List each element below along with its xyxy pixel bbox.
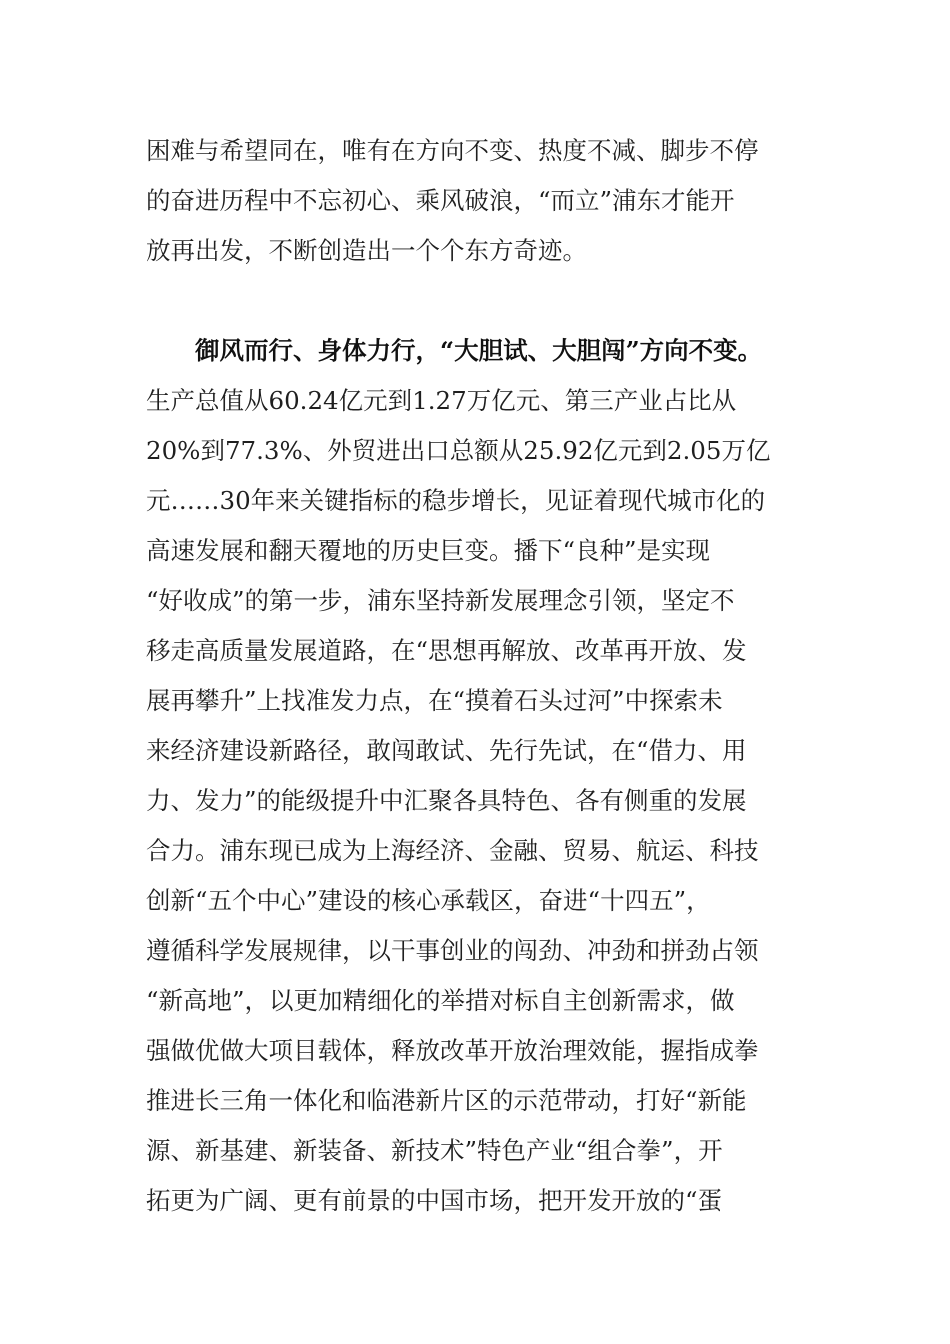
text-line: 移走高质量发展道路，在“思想再解放、改革再开放、发 [146,636,747,665]
text-line: 力、发力”的能级提升中汇聚各具特色、各有侧重的发展 [146,786,747,815]
text-line: 元……30年来关键指标的稳步增长，见证着现代城市化的 [146,486,766,515]
text-line: 高速发展和翻天覆地的历史巨变。播下“良种”是实现 [146,536,711,565]
text-line: 源、新基建、新装备、新技术”特色产业“组合拳”，开 [146,1136,723,1165]
text-line: “新高地”，以更加精细化的举措对标自主创新需求，做 [146,986,735,1015]
text-line: 推进长三角一体化和临港新片区的示范带动，打好“新能 [146,1086,747,1115]
text-line: 来经济建设新路径，敢闯敢试、先行先试，在“借力、用 [146,736,747,765]
text-line: 展再攀升”上找准发力点，在“摸着石头过河”中探索未 [146,686,723,715]
text-line: 遵循科学发展规律，以干事创业的闯劲、冲劲和拼劲占领 [146,936,759,965]
paragraph-lead-sentence: 御风而行、身体力行，“大胆试、大胆闯”方向不变。 [195,336,763,365]
paragraph-2 [146,326,806,1226]
text-line: 创新“五个中心”建设的核心承载区，奋进“十四五”， [146,886,711,915]
text-line: 合力。浦东现已成为上海经济、金融、贸易、航运、科技 [146,836,759,865]
text-line: 生产总值从60.24亿元到1.27万亿元、第三产业占比从 [146,386,737,415]
paragraph-1 [146,126,806,276]
text-line: 20%到77.3%、外贸进出口总额从25.92亿元到2.05万亿 [146,436,771,465]
text-line: “好收成”的第一步，浦东坚持新发展理念引领，坚定不 [146,586,735,615]
text-line: 放再出发，不断创造出一个个东方奇迹。 [146,236,587,265]
text-line: 困难与希望同在，唯有在方向不变、热度不减、脚步不停 [146,136,759,165]
text-line: 强做优做大项目载体，释放改革开放治理效能，握指成拳 [146,1036,759,1065]
text-line: 拓更为广阔、更有前景的中国市场，把开发开放的“蛋 [146,1186,723,1215]
text-line: 的奋进历程中不忘初心、乘风破浪，“而立”浦东才能开 [146,186,735,215]
